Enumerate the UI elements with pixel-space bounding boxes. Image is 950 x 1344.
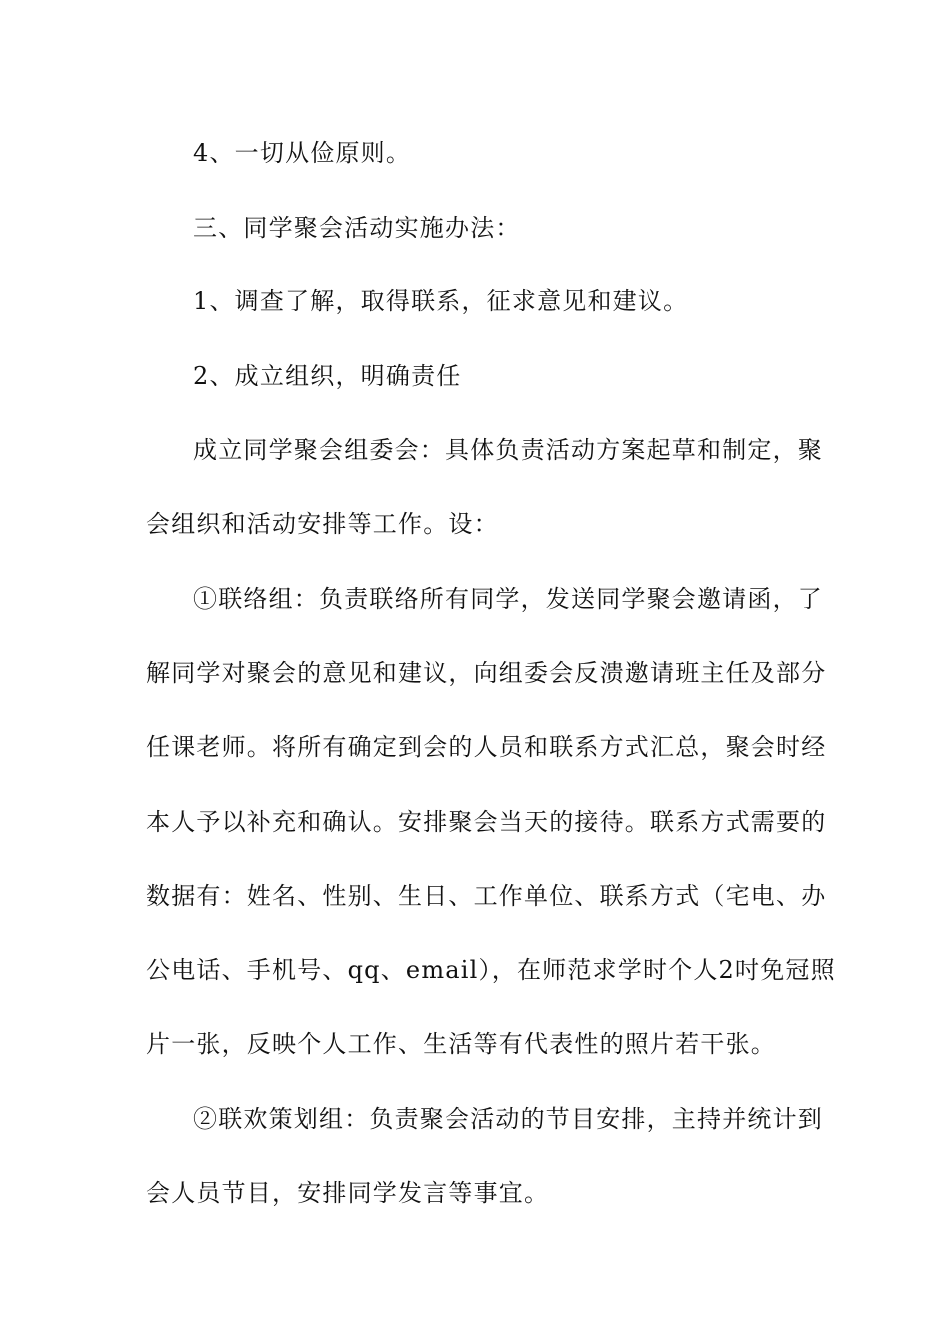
liaison-group-line-6: 公电话、手机号、qq、email），在师范求学时个人2吋免冠照 (146, 956, 836, 984)
liaison-group-line-7: 片一张，反映个人工作、生活等有代表性的照片若干张。 (146, 1030, 776, 1058)
planning-group-line-2: 会人员节目，安排同学发言等事宜。 (146, 1179, 550, 1207)
committee-paragraph-line-2: 会组织和活动安排等工作。设： (146, 510, 499, 538)
liaison-group-line-2: 解同学对聚会的意见和建议，向组委会反溃邀请班主任及部分 (146, 659, 827, 687)
principle-item-4: 4、一切从俭原则。 (193, 139, 412, 167)
liaison-group-line-4: 本人予以补充和确认。安排聚会当天的接待。联系方式需要的 (146, 808, 827, 836)
committee-paragraph-line-1: 成立同学聚会组委会：具体负责活动方案起草和制定，聚 (193, 436, 823, 464)
liaison-group-line-3: 任课老师。将所有确定到会的人员和联系方式汇总，聚会时经 (146, 733, 827, 761)
step-item-1: 1、调查了解，取得联系，征求意见和建议。 (193, 287, 689, 315)
liaison-group-line-5: 数据有：姓名、性别、生日、工作单位、联系方式（宅电、办 (146, 882, 827, 910)
step-item-2: 2、成立组织，明确责任 (193, 362, 462, 390)
liaison-group-line-1: ①联络组：负责联络所有同学，发送同学聚会邀请函，了 (193, 585, 823, 613)
planning-group-line-1: ②联欢策划组：负责聚会活动的节目安排，主持并统计到 (193, 1105, 823, 1133)
section-heading-3: 三、同学聚会活动实施办法： (193, 214, 521, 242)
